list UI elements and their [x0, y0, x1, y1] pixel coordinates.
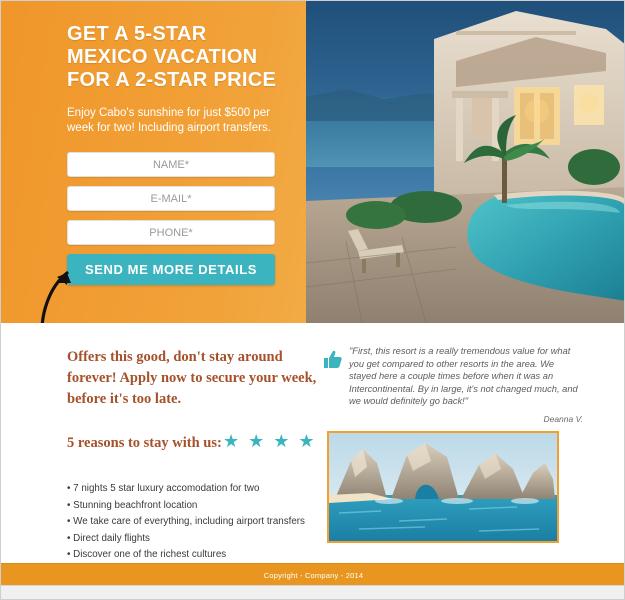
list-item: • 7 nights 5 star luxury accomodation for two — [67, 481, 329, 498]
send-me-more-details-button[interactable]: SEND ME MORE DETAILS — [67, 254, 275, 285]
list-item: • Stunning beachfront location — [67, 498, 329, 515]
testimonial-text: "First, this resort is a really tremendous value for what you get compared to other resorts in the area. We stayed here a couple times before when it was an Intercontinental. By in large, it's not changed much, and we would definitely go back!" — [349, 346, 578, 407]
hero-photo — [306, 1, 625, 323]
hero-section — [1, 1, 625, 323]
list-item: • Direct daily flights — [67, 531, 329, 548]
list-item: • We take care of everything, including airport transfers — [67, 514, 329, 531]
headline-line-3: FOR A 2-STAR PRICE — [67, 69, 277, 91]
thumbs-up-icon — [321, 349, 343, 371]
offer-urgency-text: Offers this good, don't stay around forever! Apply now to secure your week, before it's too late. — [67, 349, 317, 407]
email-input[interactable] — [67, 186, 275, 211]
testimonial — [321, 345, 583, 424]
star-rating: ★ ★ ★ ★ — [223, 431, 317, 451]
destination-photo — [327, 431, 559, 543]
reasons-list — [67, 481, 329, 564]
reasons-heading: 5 reasons to stay with us: — [67, 435, 222, 451]
page-title — [67, 23, 285, 92]
headline-line-1: GET A 5-STAR — [67, 23, 207, 45]
footer — [1, 563, 625, 599]
phone-input[interactable] — [67, 220, 275, 245]
name-input[interactable] — [67, 152, 275, 177]
footer-copyright: Copyright - Company - 2014 — [263, 571, 364, 580]
mid-section — [1, 323, 625, 563]
hero-copy-and-form — [1, 1, 311, 323]
footer-strip — [1, 585, 625, 599]
headline-line-2: MEXICO VACATION — [67, 46, 258, 68]
hero-subheadline: Enjoy Cabo's sunshine for just $500 per week for two! Including airport transfers. — [67, 107, 271, 134]
list-item: • Discover one of the richest cultures — [67, 547, 329, 564]
testimonial-author: Deanna V. — [543, 413, 583, 424]
